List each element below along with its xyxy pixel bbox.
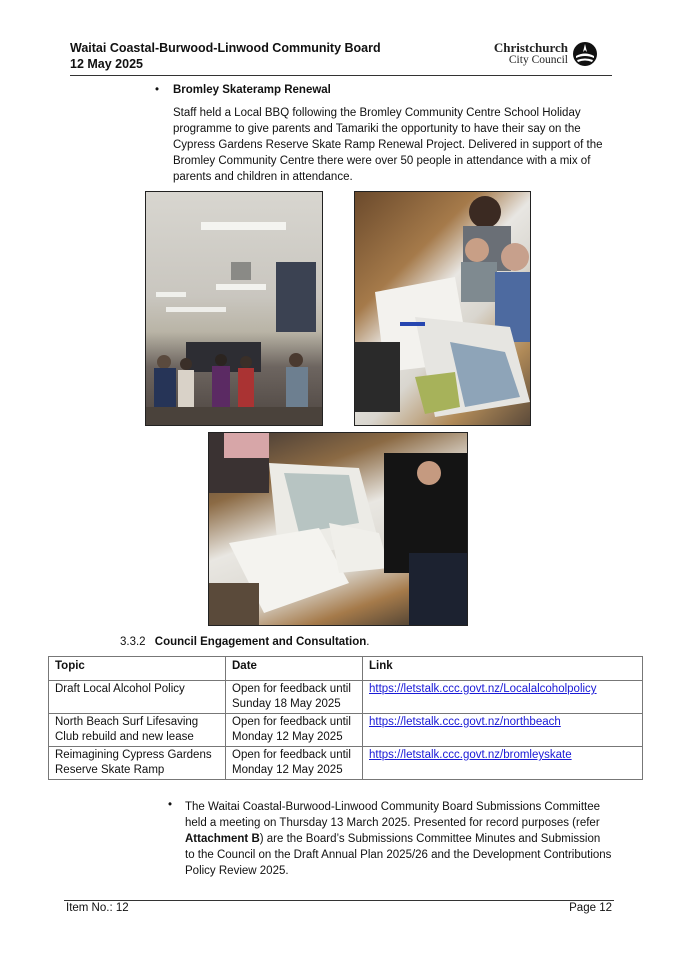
paragraph-text-end: ) are the Board’s Submissions Committee Minutes and Submission to the Council on the Draft Annual Plan 2025/26 and the Development Contributions Policy Review 2025. xyxy=(185,833,612,877)
footer-divider xyxy=(64,900,614,901)
consultation-link[interactable]: https://letstalk.ccc.govt.nz/northbeach xyxy=(369,716,561,728)
table-cell-date xyxy=(226,681,363,714)
table-cell-link xyxy=(363,747,643,780)
table-cell-date xyxy=(226,714,363,747)
header-title: Waitai Coastal-Burwood-Linwood Community Board xyxy=(70,41,381,55)
section-heading xyxy=(120,636,369,648)
header-date: 12 May 2025 xyxy=(70,57,143,71)
section-title-period: . xyxy=(366,636,370,648)
table-header-row xyxy=(49,657,643,681)
header-divider xyxy=(70,75,612,76)
table-cell-topic: Draft Local Alcohol Policy xyxy=(49,681,226,714)
table-cell-topic: North Beach Surf Lifesaving Club rebuild and new lease xyxy=(49,714,226,747)
cathedral-logo-icon xyxy=(572,41,598,67)
table-cell-date xyxy=(226,747,363,780)
bullet-marker: • xyxy=(155,84,160,96)
table-row xyxy=(49,714,643,747)
paragraph-text-start: The Waitai Coastal-Burwood-Linwood Community Board Submissions Committee held a meeting on Thursday 13 March 2025. Presented for record purposes (refer xyxy=(185,801,601,829)
date-line1: Open for feedback until xyxy=(232,683,351,695)
photo-community-hall-crowd xyxy=(145,191,323,426)
footer-item-number: Item No.: 12 xyxy=(66,902,129,914)
section-title: Council Engagement and Consultation xyxy=(154,636,367,648)
date-line1: Open for feedback until xyxy=(232,749,351,761)
bullet-marker: • xyxy=(168,799,173,811)
table-header-date: Date xyxy=(226,657,363,681)
photo-table-feedback-session xyxy=(208,432,468,626)
table-row xyxy=(49,681,643,714)
table-header-topic: Topic xyxy=(49,657,226,681)
date-line1: Open for feedback until xyxy=(232,716,351,728)
bullet-title: Bromley Skateramp Renewal xyxy=(173,84,331,96)
section-number: 3.3.2 xyxy=(120,636,146,648)
table-cell-topic: Reimagining Cypress Gardens Reserve Skate Ramp xyxy=(49,747,226,780)
date-line2: Monday 12 May 2025 xyxy=(232,764,343,776)
table-header-link: Link xyxy=(363,657,643,681)
table-cell-link xyxy=(363,681,643,714)
attachment-reference: Attachment B xyxy=(185,833,260,845)
logo-line1: Christchurch xyxy=(493,40,568,55)
footer-page-number: Page 12 xyxy=(569,902,612,914)
submissions-paragraph xyxy=(185,799,613,879)
engagement-table xyxy=(48,656,643,780)
table-row xyxy=(49,747,643,780)
table-cell-link xyxy=(363,714,643,747)
consultation-link[interactable]: https://letstalk.ccc.govt.nz/bromleyskate xyxy=(369,749,572,761)
logo-line2: City Council xyxy=(508,54,568,66)
date-line2: Monday 12 May 2025 xyxy=(232,731,343,743)
date-line2: Sunday 18 May 2025 xyxy=(232,698,341,710)
photo-plans-on-table xyxy=(354,191,531,426)
consultation-link[interactable]: https://letstalk.ccc.govt.nz/Localalcoholpolicy xyxy=(369,683,597,695)
bullet-body-text: Staff held a Local BBQ following the Bromley Community Centre School Holiday programme to give parents and Tamariki the opportunity to have their say on the Cypress Gardens Reserve Skate Ramp Renewal Project. Delivered in support of the Bromley Community Centre there were over 50 people in attendance with a mix of parents and children in attendance. xyxy=(173,107,603,183)
council-logo xyxy=(493,40,600,68)
